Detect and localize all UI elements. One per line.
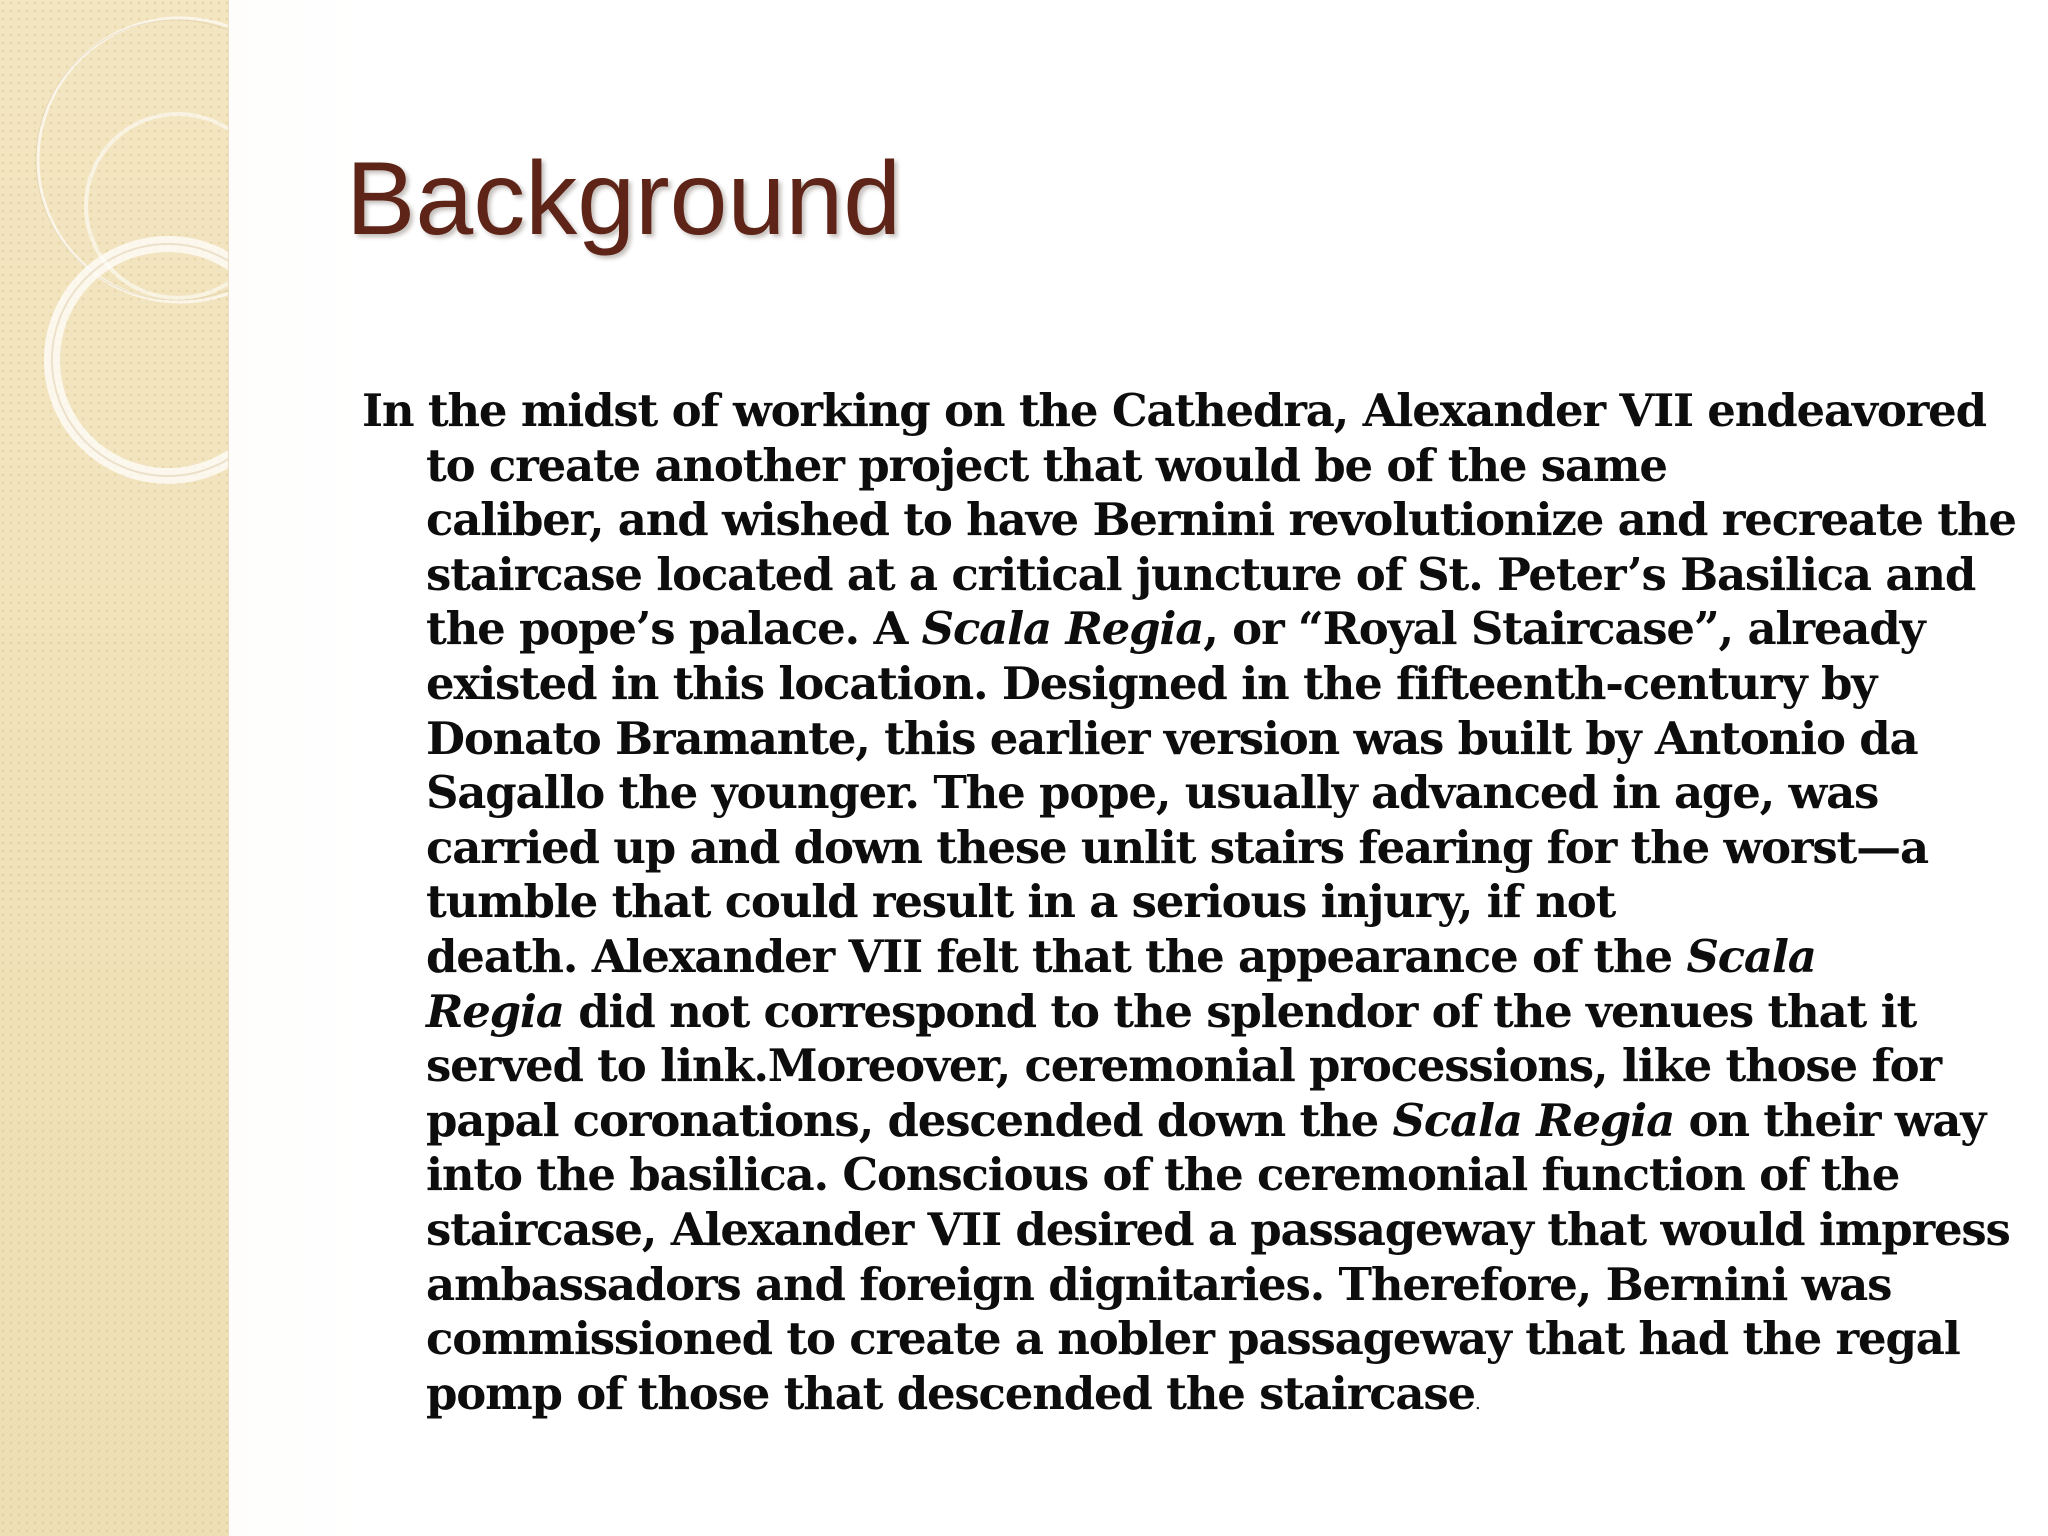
text-run: did not correspond to the splendor of the venues that it bbox=[563, 984, 1917, 1038]
body-line bbox=[362, 821, 1982, 876]
text-run: into the basilica. Conscious of the ceremonial function of the bbox=[426, 1148, 1900, 1202]
body-line bbox=[362, 712, 1982, 767]
text-run: staircase located at a critical juncture of St. Peter’s Basilica and bbox=[426, 547, 1976, 601]
text-run: papal coronations, descended down the bbox=[426, 1093, 1393, 1147]
body-line bbox=[362, 1148, 1982, 1203]
rings-decoration-icon bbox=[0, 0, 228, 520]
text-run: the pope’s palace. A bbox=[426, 602, 922, 656]
text-run: pomp of those that descended the staircase bbox=[426, 1366, 1475, 1420]
body-line bbox=[362, 930, 1982, 985]
text-run: Donato Bramante, this earlier version was built by Antonio da bbox=[426, 711, 1918, 765]
text-run: to create another project that would be of the same bbox=[426, 438, 1667, 492]
slide-title: Background bbox=[346, 141, 902, 257]
body-line bbox=[362, 1258, 1982, 1313]
text-run: In the midst of working on the Cathedra, Alexander VII endeavored bbox=[362, 384, 1986, 437]
italic-text-run: Scala bbox=[1686, 929, 1816, 983]
text-run: served to link.Moreover, ceremonial processions, like those for bbox=[426, 1039, 1941, 1093]
text-run: carried up and down these unlit stairs fearing for the worst—a bbox=[426, 820, 1928, 874]
body-line bbox=[362, 493, 2016, 548]
body-line bbox=[362, 985, 1982, 1040]
text-run: death. Alexander VII felt that the appearance of the bbox=[426, 929, 1687, 983]
body-line bbox=[362, 1312, 1982, 1367]
text-run: , or “Royal Staircase”, already bbox=[1203, 602, 1925, 656]
body-line bbox=[362, 766, 1982, 821]
italic-text-run: Scala Regia bbox=[1392, 1093, 1675, 1147]
body-line bbox=[362, 1367, 1982, 1432]
body-line bbox=[362, 439, 1982, 494]
body-line bbox=[362, 1202, 2010, 1258]
text-run: staircase, Alexander VII desired a passageway that would impress bbox=[426, 1202, 2010, 1256]
italic-text-run: Regia bbox=[426, 984, 564, 1038]
text-run: caliber, and wished to have Bernini revolutionize and recreate the bbox=[426, 493, 2016, 547]
body-line bbox=[362, 548, 1982, 603]
body-line bbox=[362, 875, 1982, 930]
decorative-sidebar bbox=[0, 0, 229, 1536]
body-line bbox=[362, 1039, 1982, 1094]
body-line bbox=[362, 384, 1986, 439]
text-run: on their way bbox=[1674, 1093, 1986, 1147]
text-run: Sagallo the younger. The pope, usually advanced in age, was bbox=[426, 766, 1879, 820]
text-run: . bbox=[1474, 1392, 1480, 1414]
body-line bbox=[362, 657, 1982, 712]
text-run: tumble that could result in a serious injury, if not bbox=[426, 875, 1616, 929]
text-run: existed in this location. Designed in the fifteenth-century by bbox=[426, 656, 1877, 710]
italic-text-run: Scala Regia bbox=[921, 602, 1204, 656]
body-paragraph bbox=[362, 384, 2016, 1431]
body-line bbox=[362, 602, 1982, 657]
text-run: commissioned to create a nobler passageway that had the regal bbox=[426, 1312, 1960, 1366]
text-run: ambassadors and foreign dignitaries. Therefore, Bernini was bbox=[426, 1257, 1892, 1311]
body-line bbox=[362, 1093, 1986, 1149]
